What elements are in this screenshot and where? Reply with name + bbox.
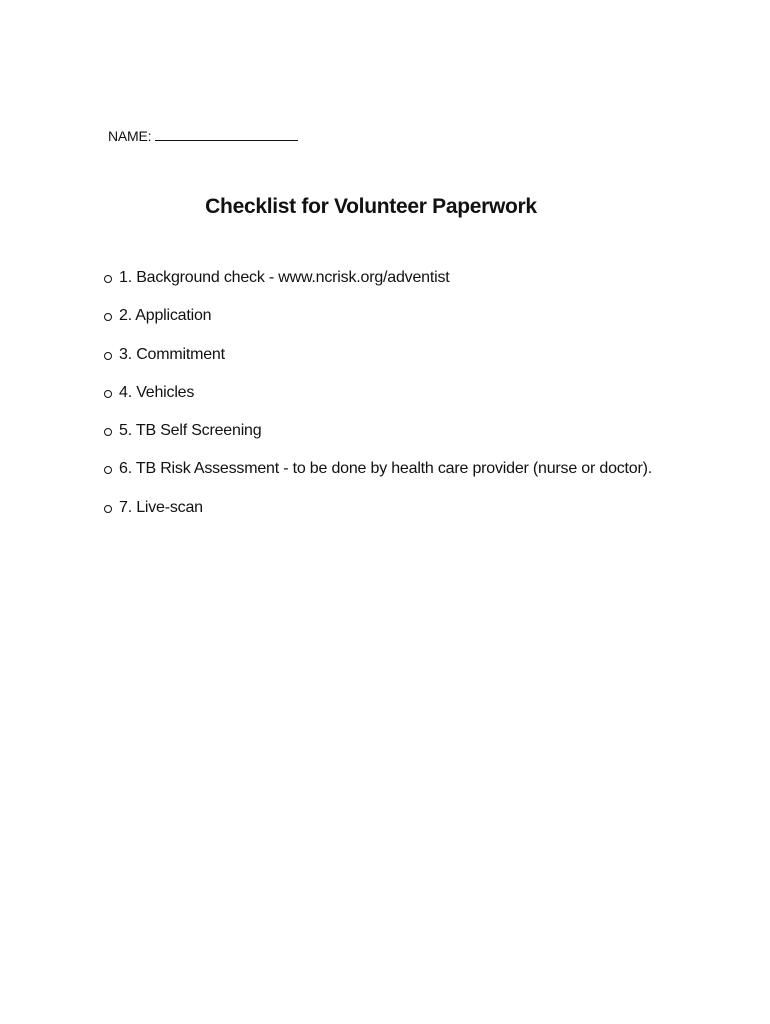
- checklist-item: [104, 307, 652, 345]
- checkbox-circle-icon: [104, 428, 112, 436]
- checklist-item-label: 1. Background check - www.ncrisk.org/adventist: [119, 269, 450, 286]
- name-field: [108, 128, 298, 144]
- checklist-item: [104, 460, 652, 498]
- checklist-item-label: 5. TB Self Screening: [119, 422, 262, 440]
- checklist-item-label: 2. Application: [119, 307, 212, 325]
- checklist-item-label: 7. Live-scan: [119, 498, 203, 516]
- checkbox-circle-icon: [104, 313, 112, 321]
- checklist-item: [104, 346, 652, 384]
- checklist-item: [104, 422, 652, 460]
- page-title: Checklist for Volunteer Paperwork: [205, 195, 537, 218]
- checkbox-circle-icon: [104, 466, 112, 474]
- checkbox-circle-icon: [104, 352, 112, 360]
- checklist-item: [104, 499, 652, 537]
- checkbox-circle-icon: [104, 275, 112, 283]
- checklist-item-label: 3. Commitment: [119, 345, 225, 363]
- checkbox-circle-icon: [104, 390, 112, 398]
- checkbox-circle-icon: [104, 505, 112, 513]
- checklist-item: [104, 269, 652, 307]
- name-blank-line: [155, 130, 298, 141]
- paperwork-checklist: [104, 269, 652, 537]
- checklist-item-label: 6. TB Risk Assessment - to be done by health care provider (nurse or doctor).: [119, 460, 653, 478]
- checklist-item: [104, 384, 652, 422]
- checklist-item-label: 4. Vehicles: [119, 383, 195, 401]
- name-label: NAME:: [108, 128, 152, 144]
